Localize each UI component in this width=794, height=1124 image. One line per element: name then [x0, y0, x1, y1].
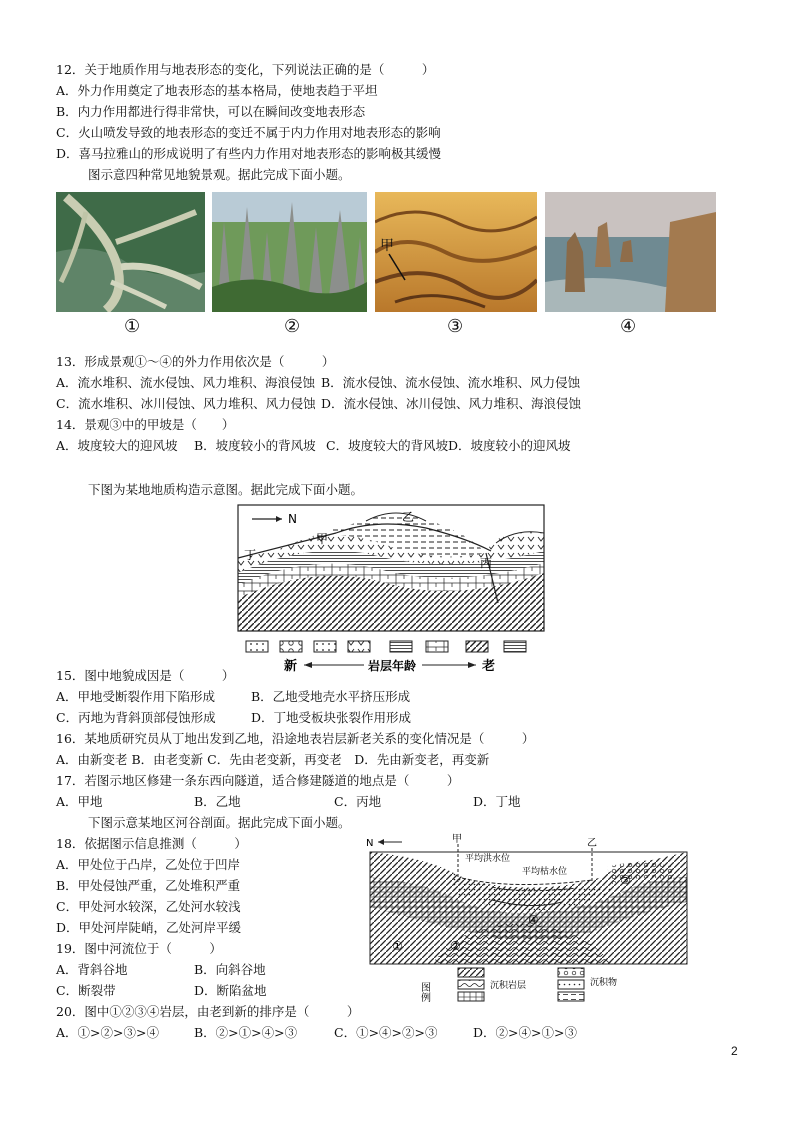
- q20-stem: 20．图中①②③④岩层，由老到新的排序是（ ）: [56, 1004, 360, 1019]
- photo-jia-label: 甲: [380, 238, 394, 254]
- intro-geology: 下图为某地地质构造示意图。据此完成下面小题。: [88, 482, 364, 497]
- q15-option-d: D．丁地受板块张裂作用形成: [251, 710, 412, 725]
- q20-option-d: D．②>④>①>③: [473, 1025, 577, 1040]
- intro-landforms: 图示意四种常见地貌景观。据此完成下面小题。: [88, 167, 351, 182]
- diagram2-jia: 甲: [452, 834, 462, 845]
- q20-option-c: C．①>④>②>③: [334, 1025, 438, 1040]
- q16-options: A．由新变老 B．由老变新 C．先由老变新，再变老 D．先由新变老，再变新: [56, 752, 490, 767]
- diagram1-north: N: [288, 512, 297, 526]
- photo-label-4: ④: [620, 316, 637, 337]
- diagram1-legend: [246, 641, 526, 652]
- flood-level: 平均洪水位: [465, 854, 511, 864]
- q18-option-c: C．甲处河水较深，乙处河水较浅: [56, 899, 241, 914]
- q14-stem: 14．景观③中的甲坡是（ ）: [56, 417, 235, 432]
- intro-valley: 下图示意某地区河谷剖面。据此完成下面小题。: [88, 815, 351, 830]
- q15-option-a: A．甲地受断裂作用下陷形成: [56, 689, 216, 704]
- q19-option-a: A．背斜谷地: [56, 962, 128, 977]
- river-valley-diagram: [362, 832, 697, 1010]
- photo-delta: [56, 192, 205, 312]
- q15-option-c: C．丙地为背斜顶部侵蚀形成: [56, 710, 216, 725]
- q14-option-d: D．坡度较小的迎风坡: [448, 438, 571, 453]
- q13-stem: 13．形成景观①～④的外力作用依次是（ ）: [56, 354, 335, 369]
- layer-1: ①: [392, 939, 403, 953]
- photo-sea-stacks: [545, 192, 716, 312]
- q17-option-d: D．丁地: [473, 794, 521, 809]
- q18-option-a: A．甲处位于凸岸，乙处位于凹岸: [56, 857, 241, 872]
- diagram2-north: N: [366, 838, 374, 849]
- q13-option-c: C．流水堆积、冰川侵蚀、风力堆积、风力侵蚀: [56, 396, 316, 411]
- q13-option-b: B．流水侵蚀、流水侵蚀、流水堆积、风力侵蚀: [321, 375, 581, 390]
- q13-option-d: D．流水侵蚀、冰川侵蚀、风力堆积、海浪侵蚀: [321, 396, 582, 411]
- legend-sediment: 沉积物: [590, 978, 618, 988]
- q12-option-c: C．火山喷发导致的地表形态的变迁不属于内力作用对地表形态的影响: [56, 125, 441, 140]
- q19-option-c: C．断裂带: [56, 983, 116, 998]
- q18-option-d: D．甲处河岸陡峭，乙处河岸平缓: [56, 920, 242, 935]
- q17-option-c: C．丙地: [334, 794, 382, 809]
- diagram1-ding: 丁: [244, 548, 257, 562]
- diagram1-bing: 丙: [480, 556, 493, 570]
- q14-option-b: B．坡度较小的背风坡: [194, 438, 316, 453]
- q20-option-a: A．①>②>③>④: [56, 1025, 159, 1040]
- q14-option-a: A．坡度较大的迎风坡: [56, 438, 178, 453]
- q18-option-b: B．甲处侵蚀严重，乙处堆积严重: [56, 878, 241, 893]
- q18-stem: 18．依据图示信息推测（ ）: [56, 836, 247, 851]
- q13-option-a: A．流水堆积、流水侵蚀、风力堆积、海浪侵蚀: [56, 375, 316, 390]
- q12-option-d: D．喜马拉雅山的形成说明了有些内力作用对地表形态的影响极其缓慢: [56, 146, 442, 161]
- diagram1-yi: 乙: [402, 510, 415, 524]
- legend-old: 老: [482, 659, 496, 673]
- q12-stem: 12．关于地质作用与地表形态的变化，下列说法正确的是（ ）: [56, 62, 435, 77]
- diagram2-yi: 乙: [587, 838, 597, 849]
- legend-age: 岩层年龄: [368, 659, 417, 673]
- q19-stem: 19．图中河流位于（ ）: [56, 941, 222, 956]
- q17-stem: 17．若图示地区修建一条东西向隧道，适合修建隧道的地点是（ ）: [56, 773, 460, 788]
- q16-stem: 16．某地质研究员从丁地出发到乙地，沿途地表岩层新老关系的变化情况是（ ）: [56, 731, 535, 746]
- legend-title: 图例: [418, 982, 430, 1002]
- q12-option-a: A．外力作用奠定了地表形态的基本格局，使地表趋于平坦: [56, 83, 378, 98]
- layer-4: ④: [528, 913, 539, 927]
- q15-option-b: B．乙地受地壳水平挤压形成: [251, 689, 411, 704]
- q19-option-b: B．向斜谷地: [194, 962, 266, 977]
- dry-level: 平均枯水位: [522, 867, 568, 877]
- page-number: 2: [731, 1044, 738, 1058]
- q12-option-b: B．内力作用都进行得非常快，可以在瞬间改变地表形态: [56, 104, 366, 119]
- q17-option-b: B．乙地: [194, 794, 241, 809]
- photo-karst: [212, 192, 367, 312]
- q19-option-d: D．断陷盆地: [194, 983, 267, 998]
- photo-label-1: ①: [124, 316, 141, 337]
- q15-stem: 15．图中地貌成因是（ ）: [56, 668, 235, 683]
- layer-2: ②: [450, 939, 461, 953]
- q14-option-c: C．坡度较大的背风坡: [326, 438, 449, 453]
- photo-label-3: ③: [447, 316, 464, 337]
- q17-option-a: A．甲地: [56, 794, 103, 809]
- diagram1-jia: 甲: [316, 532, 329, 546]
- geologic-structure-diagram: [236, 503, 546, 673]
- photo-dunes: [375, 192, 537, 312]
- photo-label-2: ②: [284, 316, 301, 337]
- q20-option-b: B．②>①>④>③: [194, 1025, 298, 1040]
- layer-3: ③: [620, 873, 631, 887]
- legend-new: 新: [284, 659, 298, 673]
- legend-sedimentary-rock: 沉积岩层: [490, 981, 527, 991]
